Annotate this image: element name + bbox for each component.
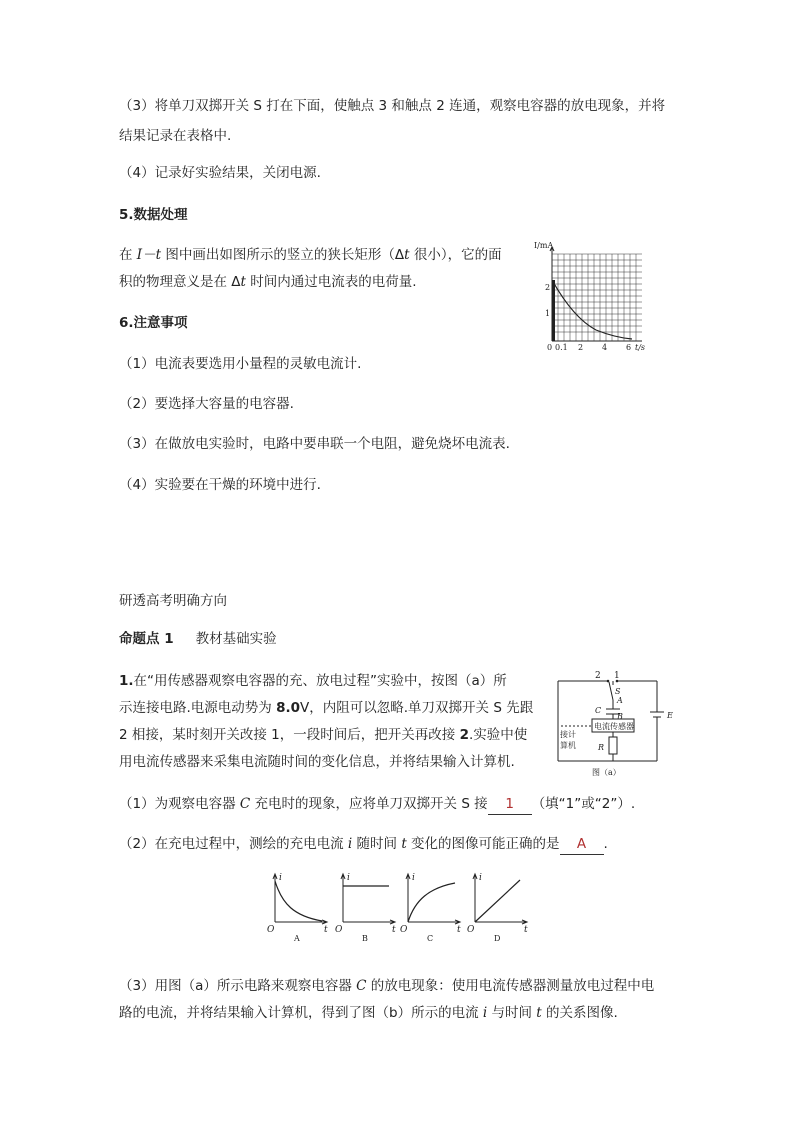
- note-item: （1）电流表要选用小量程的灵敏电流计.: [119, 356, 362, 372]
- note-item: （4）实验要在干燥的环境中进行.: [119, 477, 321, 493]
- graph-x-tick-6: 6: [626, 343, 632, 352]
- question-1-part-2: （2）在充电过程中，测绘的充电电流 i 随时间 t 变化的图像可能正确的是 A .: [119, 834, 608, 855]
- question-1-line-2: 示连接电路.电源电动势为 8.0V，内阻可以忽略.单刀双掷开关 S 先跟: [119, 700, 534, 716]
- topic-heading: [119, 629, 277, 649]
- topic-label: 命题点 1: [119, 631, 174, 647]
- option-label-c: C: [427, 934, 434, 943]
- svg-text:1: 1: [614, 671, 620, 681]
- svg-text:i: i: [279, 873, 282, 883]
- svg-text:2: 2: [595, 671, 601, 681]
- svg-text:C: C: [595, 706, 602, 715]
- question-1-part-1: （1）为观察电容器 C 充电时的现象，应将单刀双掷开关 S 接 1 （填“1”或“2”）.: [119, 794, 635, 815]
- option-label-b: B: [362, 934, 368, 943]
- svg-text:t: t: [524, 925, 528, 935]
- option-label-a: A: [294, 934, 300, 943]
- graph-y-tick-2: 2: [545, 283, 551, 292]
- question-1-part-3-line-1: （3）用图（a）所示电路来观察电容器 C 的放电现象：使用电流传感器测量放电过程中电: [119, 978, 655, 994]
- graph-grid: [552, 254, 642, 341]
- svg-text:O: O: [400, 925, 408, 935]
- graph-x-tick-0-1: 0.1: [555, 343, 568, 352]
- graph-y-label: I/mA: [534, 241, 554, 250]
- graph-x-tick-0: 0: [547, 343, 553, 352]
- svg-text:O: O: [335, 925, 343, 935]
- resistor-r: [609, 737, 617, 754]
- svg-text:O: O: [467, 925, 475, 935]
- svg-text:B: B: [617, 712, 623, 721]
- narrow-rectangle: [552, 280, 555, 341]
- graph-y-tick-1: 1: [545, 309, 551, 318]
- option-graph-b: [334, 872, 400, 944]
- graph-x-tick-4: 4: [602, 343, 608, 352]
- option-label-d: D: [494, 934, 501, 943]
- answer-blank-2: A: [560, 834, 604, 855]
- graph-x-tick-2: 2: [578, 343, 584, 352]
- section-title: 研透高考明确方向: [119, 593, 227, 609]
- circuit-caption: 图（a）: [592, 768, 621, 777]
- notes-heading: 6.注意事项: [119, 315, 188, 331]
- option-graph-c: [399, 872, 465, 944]
- question-1-line-1: 1.在“用传感器观察电容器的充、放电过程”实验中，按图（a）所: [119, 673, 507, 689]
- data-processing-line-2: 积的物理意义是在 Δt 时间内通过电流表的电荷量.: [119, 274, 417, 290]
- note-item: （3）在做放电实验时，电路中要串联一个电阻，避免烧坏电流表.: [119, 436, 510, 452]
- svg-text:算机: 算机: [560, 741, 576, 750]
- svg-text:接计: 接计: [560, 730, 576, 739]
- question-1-line-3: 2 相接，某时刻开关改接 1，一段时间后，把开关再改接 2.实验中使: [119, 727, 528, 743]
- svg-text:t: t: [324, 925, 328, 935]
- step-3-line-2: 结果记录在表格中.: [119, 128, 232, 144]
- current-sensor-label: 电流传感器: [594, 722, 634, 731]
- question-1-part-3-line-2: 路的电流，并将结果输入计算机，得到了图（b）所示的电流 i 与时间 t 的关系图像.: [119, 1005, 618, 1021]
- answer-blank-1: 1: [488, 794, 532, 815]
- graph-x-label: t/s: [635, 343, 646, 352]
- option-graph-a: [266, 872, 332, 944]
- svg-text:R: R: [598, 743, 605, 752]
- data-processing-line-1: 在 I－t 图中画出如图所示的竖立的狭长矩形（Δt 很小），它的面: [119, 247, 502, 263]
- step-3-line-1: （3）将单刀双掷开关 S 打在下面，使触点 3 和触点 2 连通，观察电容器的放电现象，并将: [119, 98, 666, 114]
- data-processing-heading: 5.数据处理: [119, 207, 188, 223]
- curve-linear: [475, 880, 520, 922]
- svg-text:i: i: [479, 873, 482, 883]
- topic-name: 教材基础实验: [195, 631, 277, 647]
- svg-text:t: t: [392, 925, 396, 935]
- svg-text:i: i: [412, 873, 415, 883]
- note-item: （2）要选择大容量的电容器.: [119, 396, 294, 412]
- svg-text:A: A: [617, 696, 623, 705]
- svg-text:t: t: [457, 925, 461, 935]
- svg-text:i: i: [347, 873, 350, 883]
- curve-rising-saturate: [408, 883, 455, 922]
- step-4: （4）记录好实验结果，关闭电源.: [119, 165, 321, 181]
- current-time-graph: [536, 240, 646, 355]
- curve-decay: [275, 881, 322, 921]
- svg-text:S: S: [615, 687, 621, 696]
- option-graph-d: [466, 872, 532, 944]
- svg-text:O: O: [267, 925, 275, 935]
- svg-text:E: E: [667, 711, 673, 720]
- circuit-diagram-a: [551, 670, 681, 780]
- switch-blade: [609, 682, 613, 700]
- question-1-line-4: 用电流传感器来采集电流随时间的变化信息，并将结果输入计算机.: [119, 754, 515, 770]
